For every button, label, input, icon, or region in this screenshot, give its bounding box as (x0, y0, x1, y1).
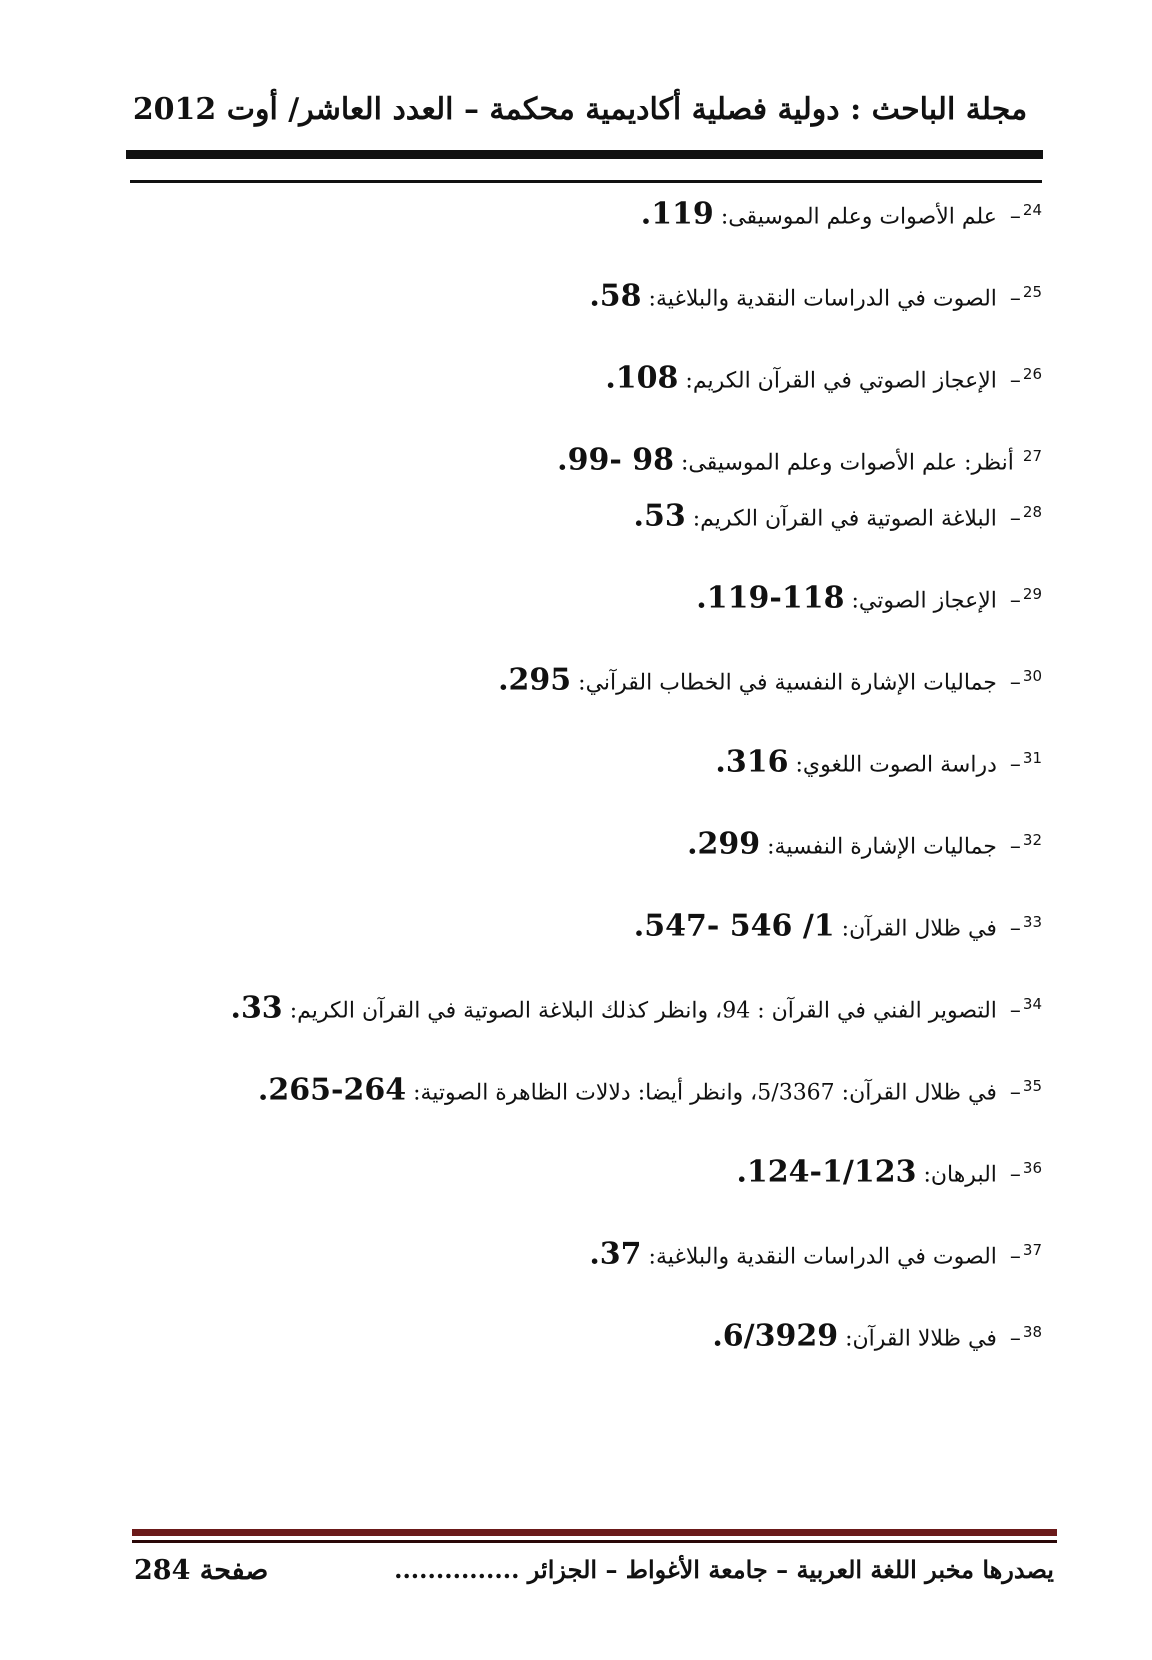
header-rule-thin (130, 180, 1042, 183)
footnote-text: علم الأصوات وعلم الموسيقى: (720, 204, 997, 230)
footnote-37: $^{37}$– الصوت في الدراسات النقدية والبلاغية: 37. (589, 1236, 1042, 1272)
journal-header (120, 92, 1040, 127)
footnote-page: 6/3929. (712, 1318, 839, 1354)
footnote-28: $^{28}$– البلاغة الصوتية في القرآن الكريم: 53. (633, 498, 1042, 534)
footnote-text: الإعجاز الصوتي: (851, 588, 997, 614)
footnote-page: 295. (498, 662, 572, 698)
footnote-number: 24 (1022, 201, 1042, 219)
footnote-text: في ظلالا القرآن: (845, 1326, 997, 1352)
footnote-number: 32 (1022, 831, 1042, 849)
header-rule-thick (126, 150, 1043, 159)
footnote-page: 316. (715, 744, 789, 780)
footnote-25: $^{25}$– الصوت في الدراسات النقدية والبلاغية: 58. (589, 278, 1042, 314)
footnote-number: 38 (1022, 1323, 1042, 1341)
footnote-text: جماليات الإشارة النفسية في الخطاب القرآني: (578, 670, 997, 696)
footnote-page: 108. (605, 360, 679, 396)
footnote-30: $^{30}$– جماليات الإشارة النفسية في الخطاب القرآني: 295. (498, 662, 1042, 698)
footnote-number: 26 (1022, 365, 1042, 383)
footnote-26: $^{26}$– الإعجاز الصوتي في القرآن الكريم: 108. (605, 360, 1042, 396)
footnote-24: $^{24}$– علم الأصوات وعلم الموسيقى: 119. (640, 196, 1042, 232)
footnote-text: الصوت في الدراسات النقدية والبلاغية: (648, 286, 997, 312)
footnote-page: 33. (230, 990, 283, 1026)
journal-header-title: مجلة الباحث : دولية فصلية أكاديمية محكمة – العدد العاشر/ أوت 2012 (132, 92, 1028, 127)
footnote-text: جماليات الإشارة النفسية: (767, 834, 997, 860)
footnote-number: 37 (1022, 1241, 1042, 1259)
footnote-number: 29 (1022, 585, 1042, 603)
footnote-32: $^{32}$– جماليات الإشارة النفسية: 299. (687, 826, 1042, 862)
footnote-number: 30 (1022, 667, 1042, 685)
footnote-number: 28 (1022, 503, 1042, 521)
footnote-page: 98 -99. (557, 442, 674, 478)
footnote-number: 34 (1022, 995, 1042, 1013)
footnote-page: 264-265. (257, 1072, 407, 1108)
footnote-page: 1/ 546 -547. (633, 908, 835, 944)
footnote-page: 1/123-124. (736, 1154, 917, 1190)
footnote-number: 27 (1022, 447, 1042, 465)
footnote-text: البلاغة الصوتية في القرآن الكريم: (692, 506, 997, 532)
footnote-number: 36 (1022, 1159, 1042, 1177)
footnote-36: $^{36}$– البرهان: 1/123-124. (736, 1154, 1042, 1190)
footnote-text: أنظر: علم الأصوات وعلم الموسيقى: (680, 450, 1014, 476)
footnote-page: 53. (633, 498, 686, 534)
footnote-text: دراسة الصوت اللغوي: (795, 752, 997, 778)
footnote-page: 299. (687, 826, 761, 862)
footnote-29: $^{29}$– الإعجاز الصوتي: 118-119. (696, 580, 1042, 616)
footnote-34: $^{34}$– التصوير الفني في القرآن : 94، وانظر كذلك البلاغة الصوتية في القرآن الكريم: 33. (230, 990, 1042, 1026)
footnote-35: $^{35}$– في ظلال القرآن: 5/3367، وانظر أيضا: دلالات الظاهرة الصوتية: 264-265. (257, 1072, 1042, 1108)
footer-rule-thick (132, 1529, 1057, 1536)
footer-publisher: يصدرها مخبر اللغة العربية – جامعة الأغواط – الجزائر ............... (394, 1555, 1054, 1584)
footnote-text: التصوير الفني في القرآن : 94، وانظر كذلك البلاغة الصوتية في القرآن الكريم: (289, 998, 997, 1024)
footnote-text: الإعجاز الصوتي في القرآن الكريم: (685, 368, 997, 394)
footnote-text: الصوت في الدراسات النقدية والبلاغية: (648, 1244, 997, 1270)
footnote-number: 33 (1022, 913, 1042, 931)
footnote-page: 118-119. (696, 580, 845, 616)
footnote-page: 58. (589, 278, 642, 314)
footnote-number: 25 (1022, 283, 1042, 301)
footnote-38: $^{38}$– في ظلالا القرآن: 6/3929. (712, 1318, 1042, 1354)
footer-rule-thin (132, 1540, 1057, 1543)
footnote-text: في ظلال القرآن: 5/3367، وانظر أيضا: دلالات الظاهرة الصوتية: (413, 1080, 997, 1106)
page-footer (134, 1555, 1054, 1595)
footer-page-number: صفحة 284 (134, 1555, 269, 1586)
footnote-33: $^{33}$– في ظلال القرآن: 1/ 546 -547. (633, 908, 1042, 944)
footnote-text: البرهان: (923, 1162, 997, 1188)
footnote-number: 31 (1022, 749, 1042, 767)
footnote-31: $^{31}$– دراسة الصوت اللغوي: 316. (715, 744, 1042, 780)
footnote-text: في ظلال القرآن: (841, 916, 997, 942)
footnote-page: 119. (640, 196, 714, 232)
footnote-27 (557, 436, 1042, 483)
footnote-number: 35 (1022, 1077, 1042, 1095)
footnote-page: 37. (589, 1236, 642, 1272)
